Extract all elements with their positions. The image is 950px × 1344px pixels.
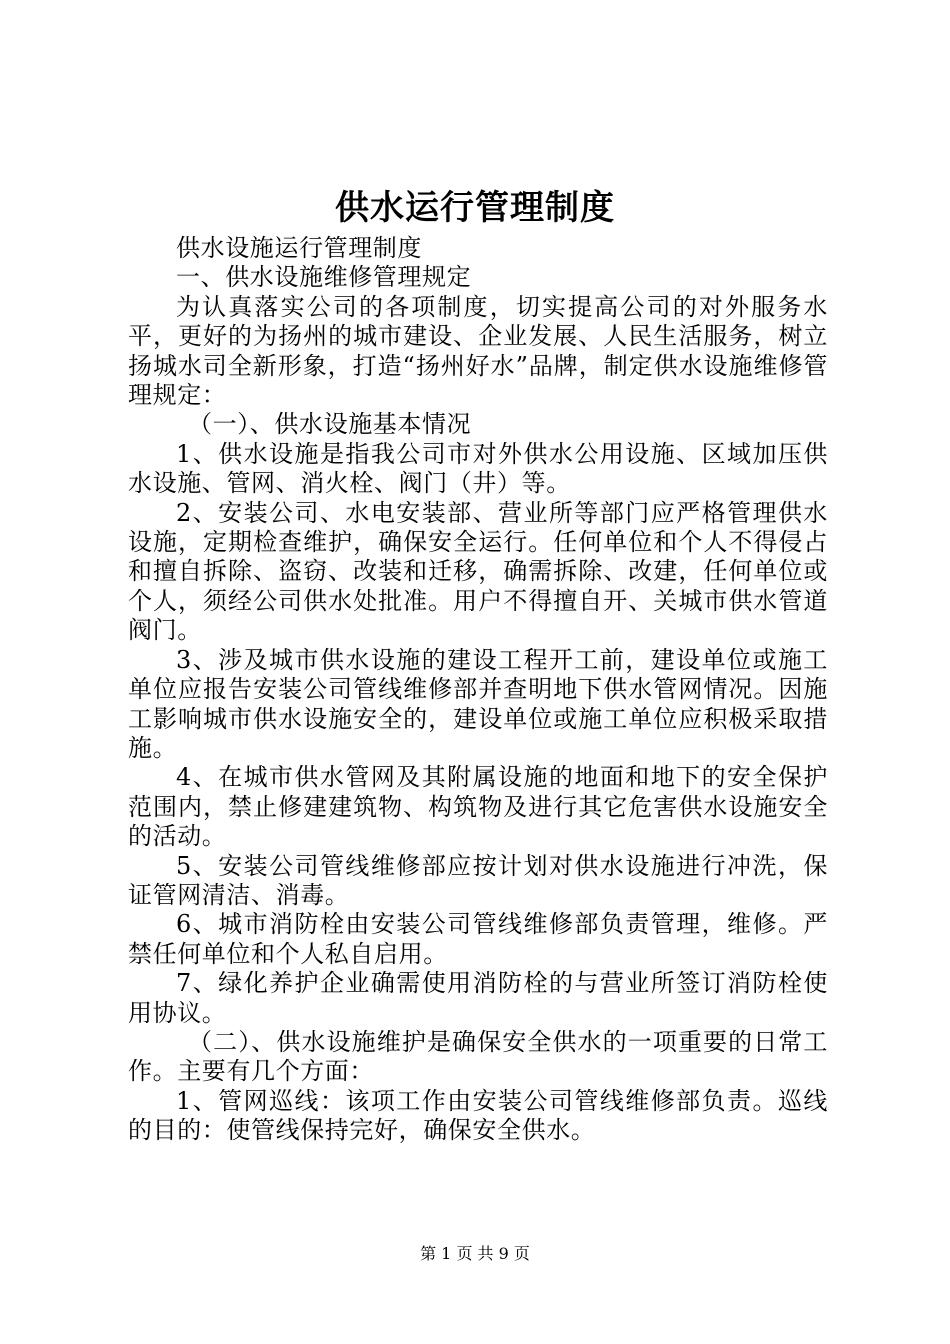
paragraph-item-7: 7、绿化养护企业确需使用消防栓的与营业所签订消防栓使用协议。 [128, 969, 828, 1027]
paragraph-item-3: 3、涉及城市供水设施的建设工程开工前，建设单位或施工单位应报告安装公司管线维修部并查明地下供水管网情况。因施工影响城市供水设施安全的，建设单位或施工单位应积极采取措施。 [128, 645, 828, 762]
paragraph-subsection-2: （二）、供水设施维护是确保安全供水的一项重要的日常工作。主要有几个方面： [128, 1027, 828, 1086]
paragraph-item-5: 5、安装公司管线维修部应按计划对供水设施进行冲洗，保证管网清洁、消毒。 [128, 851, 828, 909]
paragraph-item-6: 6、城市消防栓由安装公司管线维修部负责管理，维修。严禁任何单位和个人私自启用。 [128, 910, 828, 968]
document-title: 供水运行管理制度 [335, 188, 615, 228]
page-number: 第 1 页 共 9 页 [420, 1244, 530, 1263]
paragraph-item-8: 1、管网巡线：该项工作由安装公司管线维修部负责。巡线的目的：使管线保持完好，确保安全供水。 [128, 1086, 828, 1145]
paragraph-item-2: 2、安装公司、水电安装部、营业所等部门应严格管理供水设施，定期检查维护，确保安全运行。任何单位和个人不得侵占和擅自拆除、盗窃、改装和迁移，确需拆除、改建，任何单位或个人，须经公司供水处批准。用户不得擅自开、关城市供水管道阀门。 [128, 498, 828, 645]
paragraph-subsection-1: （一）、供水设施基本情况 [188, 410, 472, 439]
paragraph-intro: 为认真落实公司的各项制度，切实提高公司的对外服务水平，更好的为扬州的城市建设、企业发展、人民生活服务，树立扬城水司全新形象，打造“扬州好水”品牌，制定供水设施维修管理规定： [128, 292, 828, 410]
paragraph-section-heading: 一、供水设施维修管理规定 [176, 263, 472, 292]
document-body [128, 234, 828, 1146]
paragraph-item-4: 4、在城市供水管网及其附属设施的地面和地下的安全保护范围内，禁止修建建筑物、构筑物及进行其它危害供水设施安全的活动。 [128, 763, 828, 851]
paragraph-subtitle: 供水设施运行管理制度 [176, 234, 422, 262]
paragraph-item-1: 1、供水设施是指我公司市对外供水公用设施、区域加压供水设施、管网、消火栓、阀门（井）等。 [128, 439, 828, 498]
